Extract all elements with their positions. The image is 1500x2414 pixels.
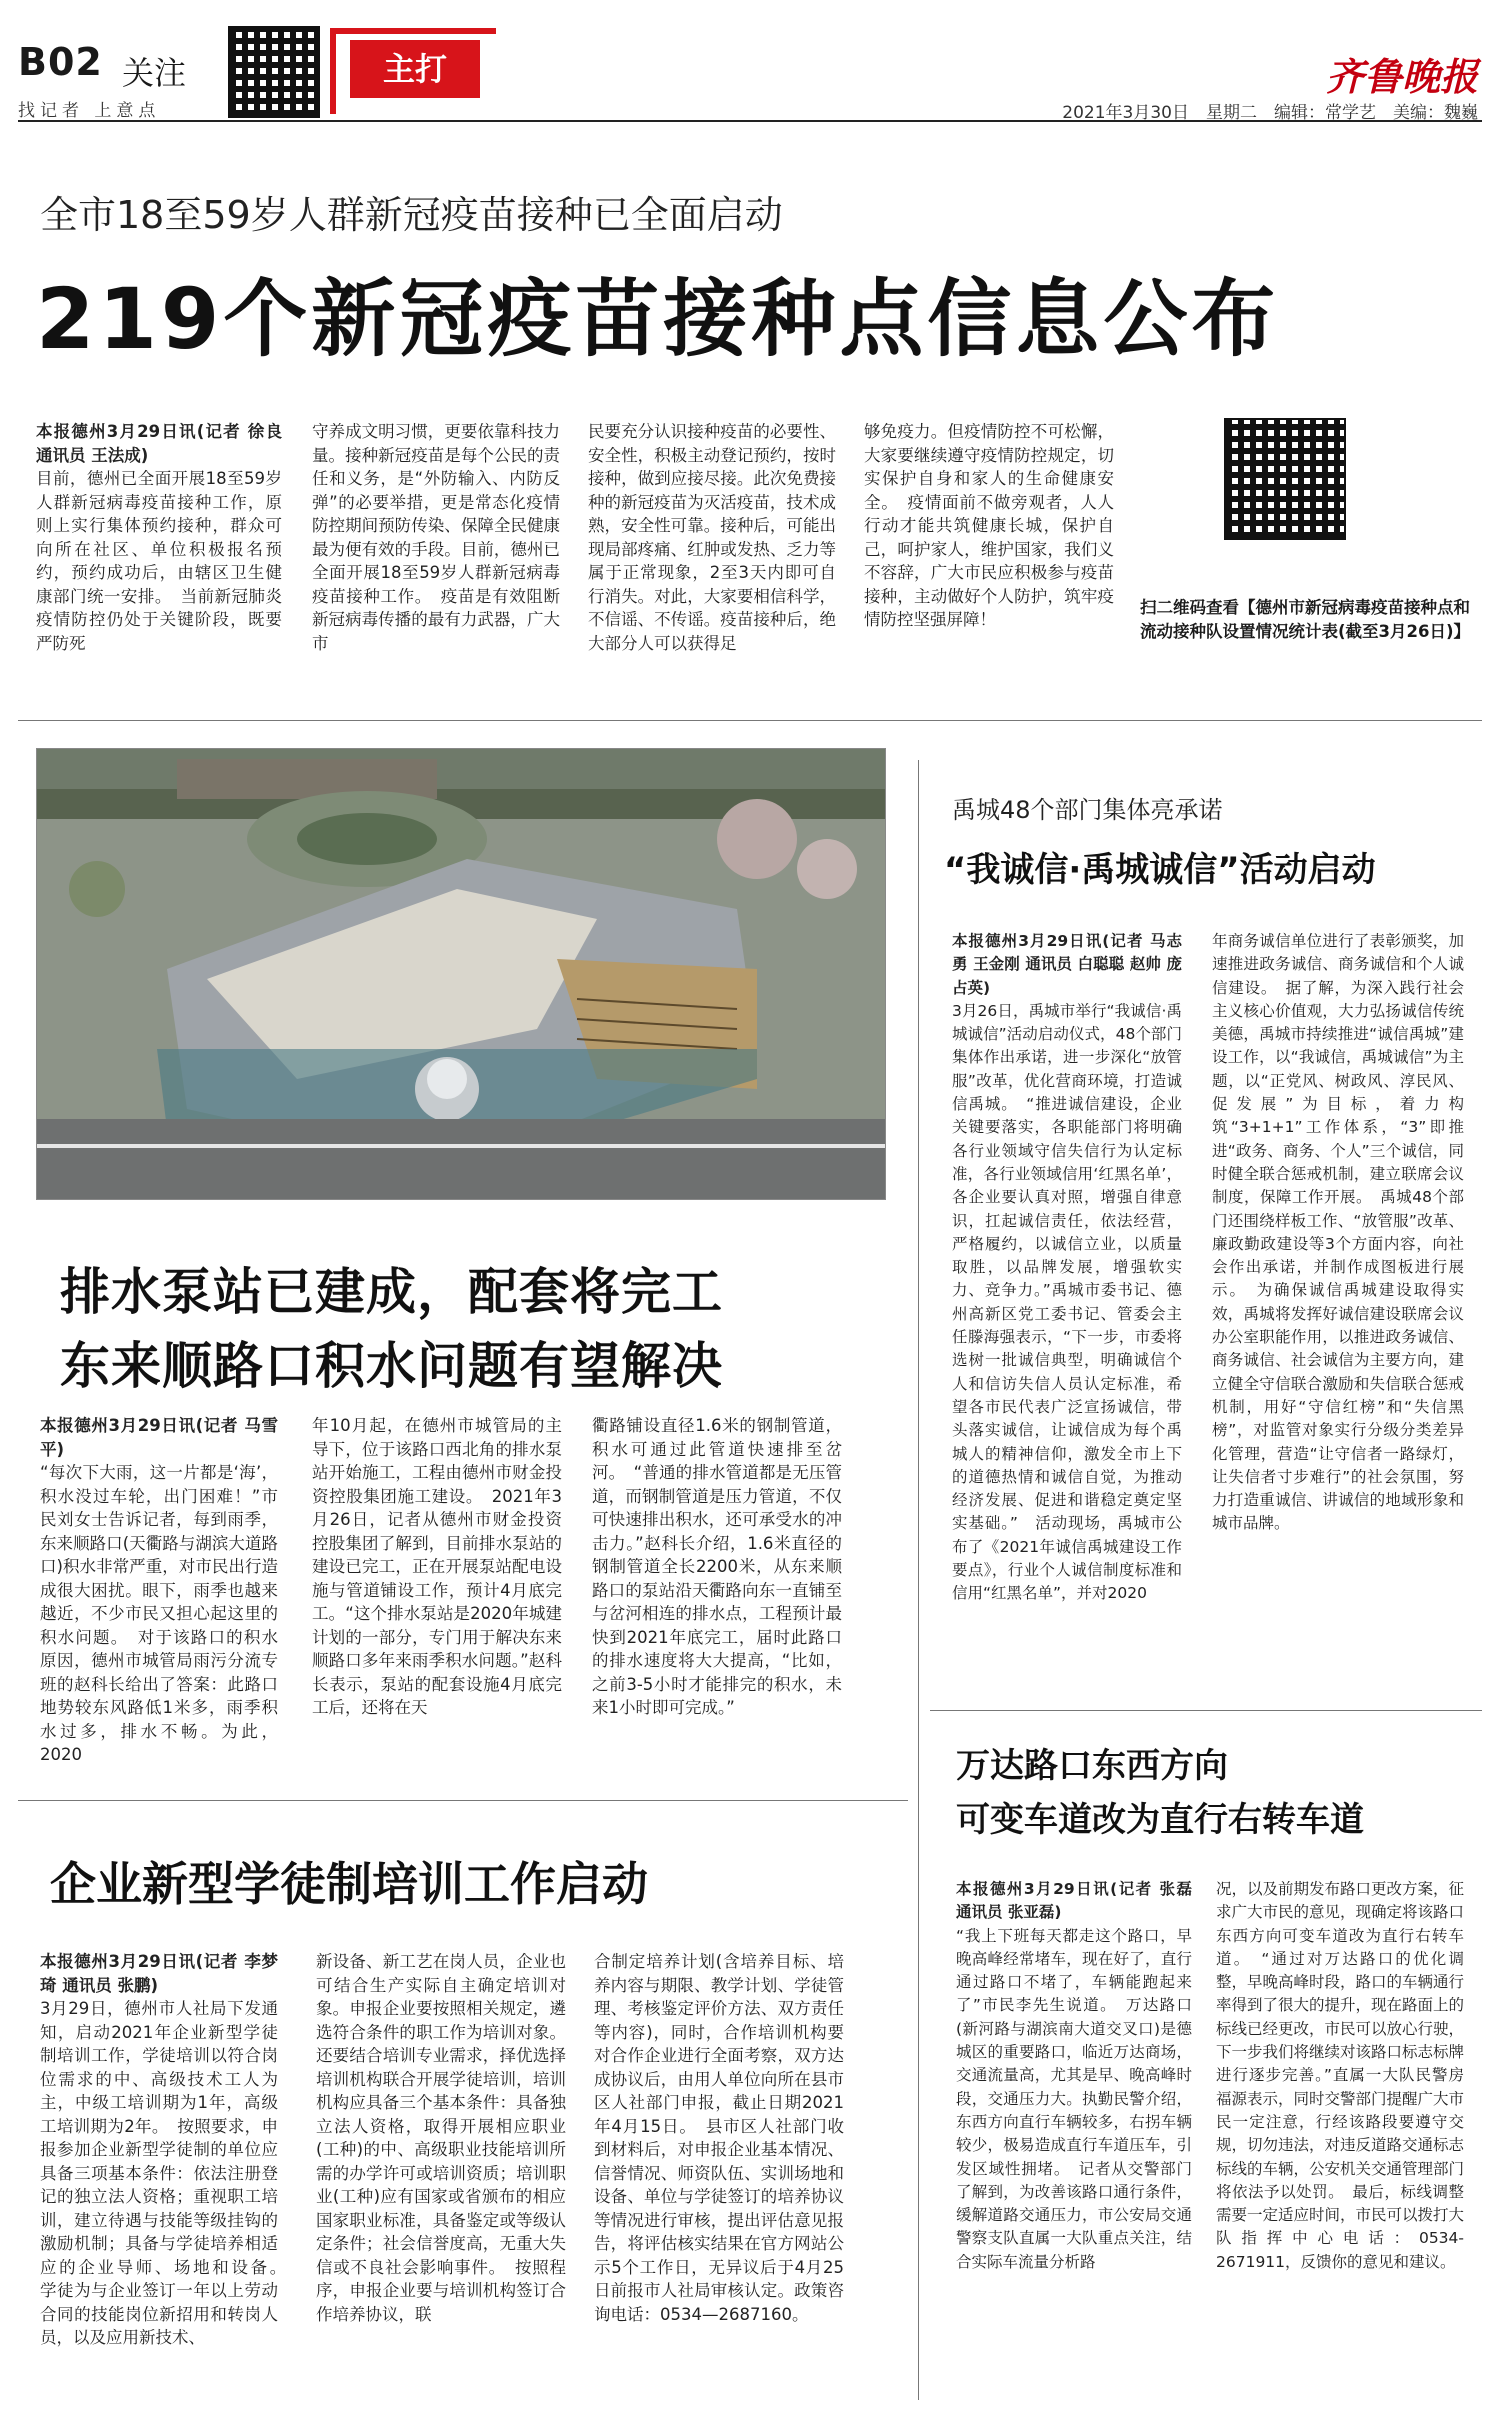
article5-col3 (594, 1950, 844, 2326)
section-label: 关注 (122, 54, 187, 92)
article3-headline-line2: 东来顺路口积水问题有望解决 (60, 1337, 723, 1395)
article4-text2: 况，以及前期发布路口更改方案，征求广大市民的意见，现确定将该路口东西方向可变车道改为直行右转车道。 “通过对万达路口的优化调整，早晚高峰时段，路口的车辆通行率得到了很大的提升，现在路面上的标线已经更改，市民可以放心行驶，下一步我们将继续对该路口标志标牌进行逐步完善。”直属一大队民警房福源表示，同时交警部门提醒广大市民一定注意，行经该路段要遵守交规，切勿违法，对违反道路交通标志标线的车辆，公安机关交通管理部门将依法予以处罚。 最后，标线调整需要一定适应时间，市民可以拨打大队指挥中心电话：0534-2671911，反馈你的意见和建议。 (1216, 1880, 1465, 2271)
article3-text1: “每次下大雨，这一片都是‘海’，积水没过车轮，出门困难！”市民刘女士告诉记者，每到雨季，东来顺路口(天衢路与湖滨大道路口)积水非常严重，对市民出行造成很大困扰。眼下，雨季也越来越近，不少市民又担心起这里的积水问题。 对于该路口的积水原因，德州市城管局雨污分流专班的赵科长给出了答案：此路口地势较东风路低1米多，雨季积水过多，排水不畅。为此，2020 (40, 1463, 278, 1764)
article5-col2 (316, 1950, 566, 2326)
article3-col3 (592, 1414, 842, 1720)
divider (930, 1710, 1482, 1711)
article5-byline: 本报德州3月29日讯(记者 李梦琦 通讯员 张鹏) (40, 1952, 278, 1995)
article1-col3 (588, 420, 836, 655)
issue-meta: 2021年3月30日 星期二 编辑：常学艺 美编：魏巍 (1062, 103, 1478, 123)
article3-text3: 衢路铺设直径1.6米的钢制管道，积水可通过此管道快速排至岔河。 “普通的排水管道都是无压管道，而钢制管道是压力管道，不仅可快速排出积水，还可承受水的冲击力。”赵科长介绍，1.6米直径的钢制管道全长2200米，从东来顺路口的泵站沿天衢路向东一直铺至与岔河相连的排水点，工程预计最快到2021年底完工，届时此路口的排水速度将大大提高，“比如，之前3-5小时才能排完的积水，未来1小时即可完成。” (592, 1416, 842, 1717)
article3-headline-line1: 排水泵站已建成，配套将完工 (60, 1263, 723, 1321)
article2-headline: “我诚信·禹城诚信”活动启动 (944, 850, 1376, 890)
article2-kicker: 禹城48个部门集体亮承诺 (952, 796, 1223, 824)
article4-col1 (956, 1878, 1192, 2274)
qr-caption: 扫二维码查看【德州市新冠病毒疫苗接种点和流动接种队设置情况统计表(截至3月26日)】 (1140, 598, 1471, 641)
article5-headline: 企业新型学徒制培训工作启动 (50, 1857, 648, 1911)
article1-byline: 本报德州3月29日讯(记者 徐良 通讯员 王法成) (36, 422, 282, 465)
article3-col1 (40, 1414, 278, 1767)
tag-label: 主打 (350, 40, 480, 98)
article1-text3: 民要充分认识接种疫苗的必要性、安全性，积极主动登记预约，按时接种，做到应接尽接。此次免费接种的新冠疫苗为灭活疫苗，技术成熟，安全性可靠。接种后，可能出现局部疼痛、红肿或发热、乏力等属于正常现象，2至3天内即可自行消失。对此，大家要相信科学，不信谣、不传谣。疫苗接种后，绝大部分人可以获得足 (588, 422, 836, 653)
article1-headline: 219个新冠疫苗接种点信息公布 (36, 270, 1280, 368)
article4-headline-line2: 可变车道改为直行右转车道 (956, 1800, 1364, 1840)
article2-col1 (952, 930, 1182, 1606)
article4-byline: 本报德州3月29日讯(记者 张磊 通讯员 张亚磊) (956, 1880, 1192, 1922)
article1-col4 (864, 420, 1114, 632)
article5-col1 (40, 1950, 295, 2350)
article2-byline: 本报德州3月29日讯(记者 马志勇 王金刚 通讯员 白聪聪 赵帅 庞占英) (952, 932, 1182, 997)
article1-text4: 够免疫力。但疫情防控不可松懈，大家要继续遵守疫情防控规定，切实保护自身和家人的生命健康安全。 疫情面前不做旁观者，人人行动才能共筑健康长城，保护自己，呵护家人，维护国家，我们义不容辞，广大市民应积极参与疫苗接种，主动做好个人防护，筑牢疫情防控坚强屏障！ (864, 422, 1114, 629)
article3-text2: 年10月起，在德州市城管局的主导下，位于该路口西北角的排水泵站开始施工，工程由德州市财金投资控股集团施工建设。 2021年3月26日，记者从德州市财金投资控股集团了解到，目前排水泵站的建设已完工，正在开展泵站配电设施与管道铺设工作，预计4月底完工。“这个排水泵站是2020年城建计划的一部分，专门用于解决东来顺路口多年来雨季积水问题。”赵科长表示，泵站的配套设施4月底完工后，还将在天 (312, 1416, 562, 1717)
divider (18, 1800, 908, 1801)
sub-nav: 找记者 上意点 (18, 101, 161, 121)
article3-byline: 本报德州3月29日讯(记者 马雪平) (40, 1416, 278, 1459)
construction-photo-image (37, 749, 885, 1199)
article4-col2 (1216, 1878, 1464, 2274)
article2-text2: 年商务诚信单位进行了表彰颁奖，加速推进政务诚信、商务诚信和个人诚信建设。 据了解，为深入践行社会主义核心价值观，大力弘扬诚信传统美德，禹城市持续推进“诚信禹城”建设工作，以“我诚信，禹城诚信”为主题，以“正党风、树政风、淳民风、促发展”为目标，着力构筑“3+1+1”工作体系，“3”即推进“政务、商务、个人”三个诚信，同时健全联合惩戒机制，建立联席会议制度，保障工作开展。 禹城48个部门还围绕样板工作、“放管服”改革、廉政勤政建设等3个方面内容，向社会作出承诺，并制作成图板进行展示。 为确保诚信禹城建设取得实效，禹城将发挥好诚信建设联席会议办公室职能作用，以推进政务诚信、商务诚信、社会诚信为主要方向，建立健全守信联合激励和失信联合惩戒机制，用好“守信红榜”和“失信黑榜”，对监管对象实行分级分类差异化管理，营造“让守信者一路绿灯，让失信者寸步难行”的社会氛围，努力打造重诚信、讲诚信的地域形象和城市品牌。 (1212, 932, 1464, 1533)
article5-text1: 3月29日，德州市人社局下发通知，启动2021年企业新型学徒制培训工作，学徒培训以符合岗位需求的中、高级技术工人为主，中级工培训期为1年，高级工培训期为2年。 按照要求，申报参加企业新型学徒制的单位应具备三项基本条件：依法注册登记的独立法人资格；重视职工培训，建立待遇与技能等级挂钩的激励机制；具备与学徒培养相适应的企业导师、场地和设备。 学徒为与企业签订一年以上劳动合同的技能岗位新招用和转岗人员，以及应用新技术、 (40, 1999, 295, 2347)
article1-kicker: 全市18至59岁人群新冠疫苗接种已全面启动 (40, 193, 783, 237)
article4-text1: “我上下班每天都走这个路口，早晚高峰经常堵车，现在好了，直行通过路口不堵了，车辆能跑起来了”市民李先生说道。 万达路口(新河路与湖滨南大道交叉口)是德城区的重要路口，临近万达商场，交通流量高，尤其是早、晚高峰时段，交通压力大。执勤民警介绍，东西方向直行车辆较多，右拐车辆较少，极易造成直行车道压车，引发区域性拥堵。 记者从交警部门了解到，为改善该路口通行条件，缓解道路交通压力，市公安局交通警察支队直属一大队重点关注，结合实际车流量分析路 (956, 1926, 1192, 2271)
page-number: B02 (18, 40, 103, 84)
header-qr-code[interactable] (228, 26, 320, 118)
article1-col1 (36, 420, 282, 655)
article5-text3: 合制定培养计划(含培养目标、培养内容与期限、教学计划、学徒管理、考核鉴定评价方法、双方责任等内容)，同时，合作培训机构要对合作企业进行全面考察，双方达成协议后，由用人单位向所在县市区人社部门申报，截止日期2021年4月15日。 县市区人社部门收到材料后，对申报企业基本情况、信誉情况、师资队伍、实训场地和设备、单位与学徒签订的培养协议等情况进行审核，提出评估意见报告，将评估核实结果在官方网站公示5个工作日，无异议后于4月25日前报市人社局审核认定。政策咨询电话：0534—2687160。 (594, 1952, 844, 2324)
article5-text2: 新设备、新工艺在岗人员，企业也可结合生产实际自主确定培训对象。申报企业要按照相关规定，遴选符合条件的职工作为培训对象。还要结合培训专业需求，择优选择培训机构联合开展学徒培训，培训机构应具备三个基本条件：具备独立法人资格，取得开展相应职业(工种)的中、高级职业技能培训所需的办学许可或培训资质；培训职业(工种)应有国家或省颁布的相应国家职业标准，具备鉴定或等级认定条件；社会信誉度高，无重大失信或不良社会影响事件。 按照程序，申报企业要与培训机构签订合作培养协议，联 (316, 1952, 566, 2324)
article3-col2 (312, 1414, 562, 1720)
divider (18, 720, 1482, 721)
article2-text1: 3月26日，禹城市举行“我诚信·禹城诚信”活动启动仪式，48个部门集体作出承诺，进一步深化“放管服”改革，优化营商环境，打造诚信禹城。 “推进诚信建设，企业关键要落实，各职能部门将明确各行业领域守信失信行为认定标准，各行业领域信用‘红黑名单’，各企业要认真对照，增强自律意识，扛起诚信责任，依法经营，严格履约，以诚信立业，以质量取胜，以品牌发展，增强软实力、竞争力。”禹城市委书记、德州高新区党工委书记、管委会主任滕海强表示，“下一步，市委将选树一批诚信典型，明确诚信个人和信访失信人员认定标准，希望各市民代表广泛宣扬诚信，带头落实诚信，让诚信成为每个禹城人的精神信仰，激发全市上下的道德热情和诚信自觉，为推动经济发展、促进和谐稳定奠定坚实基础。” 活动现场，禹城市公布了《2021年诚信禹城建设工作要点》，行业个人诚信制度标准和信用“红黑名单”，并对2020 (952, 1001, 1182, 1603)
vaccine-qr-code[interactable] (1224, 418, 1346, 540)
article2-col2 (1212, 930, 1464, 1536)
article1-text1: 目前，德州已全面开展18至59岁人群新冠病毒疫苗接种工作，原则上实行集体预约接种，群众可向所在社区、单位积极报名预约，预约成功后，由辖区卫生健康部门统一安排。 当前新冠肺炎疫情防控仍处于关键阶段，既要严防死 (36, 469, 282, 653)
column-rule (918, 760, 919, 2400)
article4-headline-line1: 万达路口东西方向 (956, 1746, 1228, 1786)
article1-text2: 守养成文明习惯，更要依靠科技力量。接种新冠疫苗是每个公民的责任和义务，是“外防输入、内防反弹”的必要举措，更是常态化疫情防控期间预防传染、保障全民健康最为便有效的手段。目前，德州已全面开展18至59岁人群新冠病毒疫苗接种工作。 疫苗是有效阻断新冠病毒传播的最有力武器，广大市 (312, 422, 560, 653)
construction-photo (36, 748, 886, 1200)
header-rule (18, 120, 1482, 122)
article1-col2 (312, 420, 560, 655)
brand-logo: 齐鲁晚报 (1325, 54, 1478, 99)
